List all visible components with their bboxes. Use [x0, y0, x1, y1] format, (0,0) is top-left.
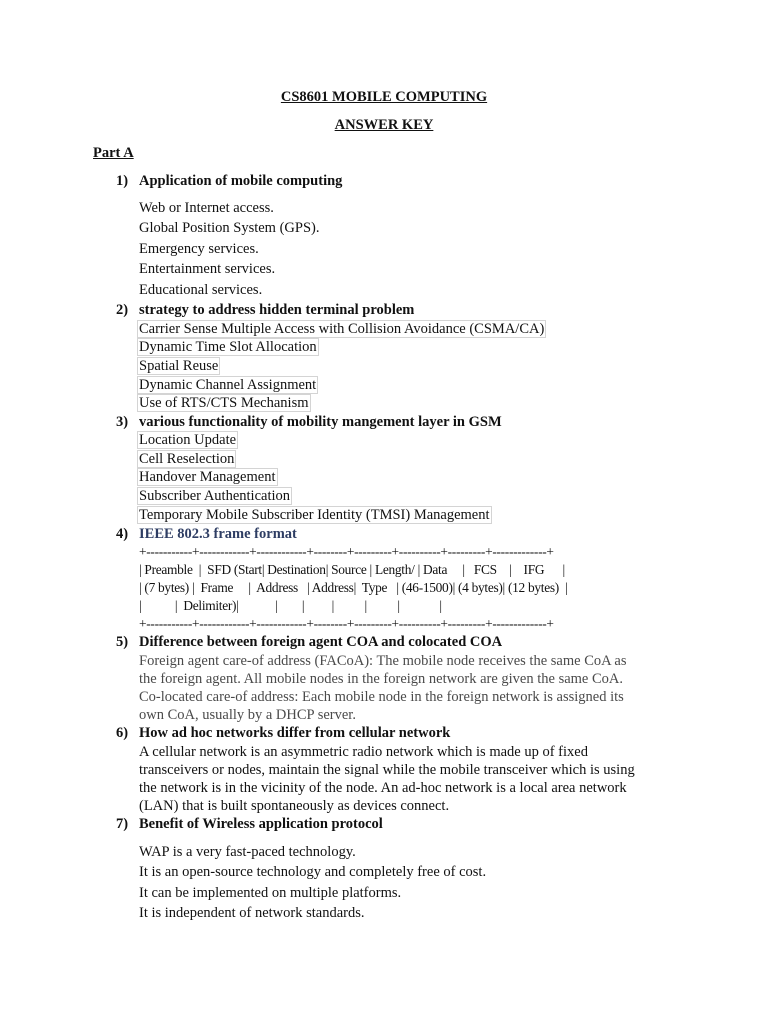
- q6-line: A cellular network is an asymmetric radio network which is made up of fixed: [139, 744, 588, 760]
- q7-number: 7): [116, 816, 129, 832]
- q1-item: Educational services.: [139, 282, 263, 298]
- q5-line: the foreign agent. All mobile nodes in the foreign network are given the same CoA.: [139, 671, 624, 687]
- q1-number: 1): [116, 173, 129, 189]
- frame-format-line: | | Delimiter)| | | | | | |: [139, 598, 442, 613]
- q1-item: Entertainment services.: [139, 261, 276, 277]
- q5-heading: Difference between foreign agent COA and colocated COA: [139, 634, 503, 650]
- q6-heading: How ad hoc networks differ from cellular network: [139, 725, 451, 741]
- document-subtitle: ANSWER KEY: [334, 117, 434, 133]
- q3-item: Cell Reselection: [139, 451, 235, 467]
- q2-item: Dynamic Channel Assignment: [139, 377, 317, 393]
- q2-item: Use of RTS/CTS Mechanism: [139, 395, 309, 411]
- q1-item: Emergency services.: [139, 241, 259, 257]
- q3-number: 3): [116, 414, 129, 430]
- document-title: CS8601 MOBILE COMPUTING: [280, 89, 488, 105]
- q1-heading: Application of mobile computing: [139, 173, 343, 189]
- q3-heading: various functionality of mobility mangement layer in GSM: [139, 414, 502, 430]
- q6-number: 6): [116, 725, 129, 741]
- q3-item: Handover Management: [139, 469, 276, 485]
- part-heading: Part A: [93, 145, 134, 161]
- q3-item: Location Update: [139, 432, 237, 448]
- frame-format-line: +-----------+------------+------------+--------+---------+----------+---------+-------------+: [139, 544, 554, 559]
- q3-item: Subscriber Authentication: [139, 488, 291, 504]
- q5-line: Foreign agent care-of address (FACoA): The mobile node receives the same CoA as: [139, 653, 627, 669]
- q1-item: Web or Internet access.: [139, 200, 274, 216]
- q5-line: own CoA, usually by a DHCP server.: [139, 707, 356, 723]
- q6-line: the network is in the vicinity of the node. An ad-hoc network is a local area network: [139, 780, 627, 796]
- q7-item: It can be implemented on multiple platforms.: [139, 885, 402, 901]
- q3-item: Temporary Mobile Subscriber Identity (TMSI) Management: [139, 507, 490, 523]
- q2-number: 2): [116, 302, 129, 318]
- q7-item: WAP is a very fast-paced technology.: [139, 844, 356, 860]
- q2-item: Carrier Sense Multiple Access with Collision Avoidance (CSMA/CA): [139, 321, 545, 337]
- q4-number: 4): [116, 526, 129, 542]
- q7-heading: Benefit of Wireless application protocol: [139, 816, 383, 832]
- frame-format-line: | (7 bytes) | Frame | Address | Address| Type | (46-1500)| (4 bytes)| (12 bytes) |: [139, 580, 568, 595]
- q5-line: Co-located care-of address: Each mobile node in the foreign network is assigned its: [139, 689, 624, 705]
- frame-format-line: | Preamble | SFD (Start| Destination| Source | Length/ | Data | FCS | IFG |: [139, 562, 565, 577]
- q4-heading: IEEE 802.3 frame format: [139, 526, 297, 542]
- q1-item: Global Position System (GPS).: [139, 220, 320, 236]
- q6-line: transceivers or nodes, maintain the signal while the mobile transceiver which is using: [139, 762, 635, 778]
- frame-format-line: +-----------+------------+------------+--------+---------+----------+---------+-------------+: [139, 616, 554, 631]
- q2-heading: strategy to address hidden terminal problem: [139, 302, 415, 318]
- q7-item: It is independent of network standards.: [139, 905, 365, 921]
- q7-item: It is an open-source technology and completely free of cost.: [139, 864, 487, 880]
- q2-item: Dynamic Time Slot Allocation: [139, 339, 317, 355]
- q6-line: (LAN) that is built spontaneously as devices connect.: [139, 798, 450, 814]
- q2-item: Spatial Reuse: [139, 358, 219, 374]
- q5-number: 5): [116, 634, 129, 650]
